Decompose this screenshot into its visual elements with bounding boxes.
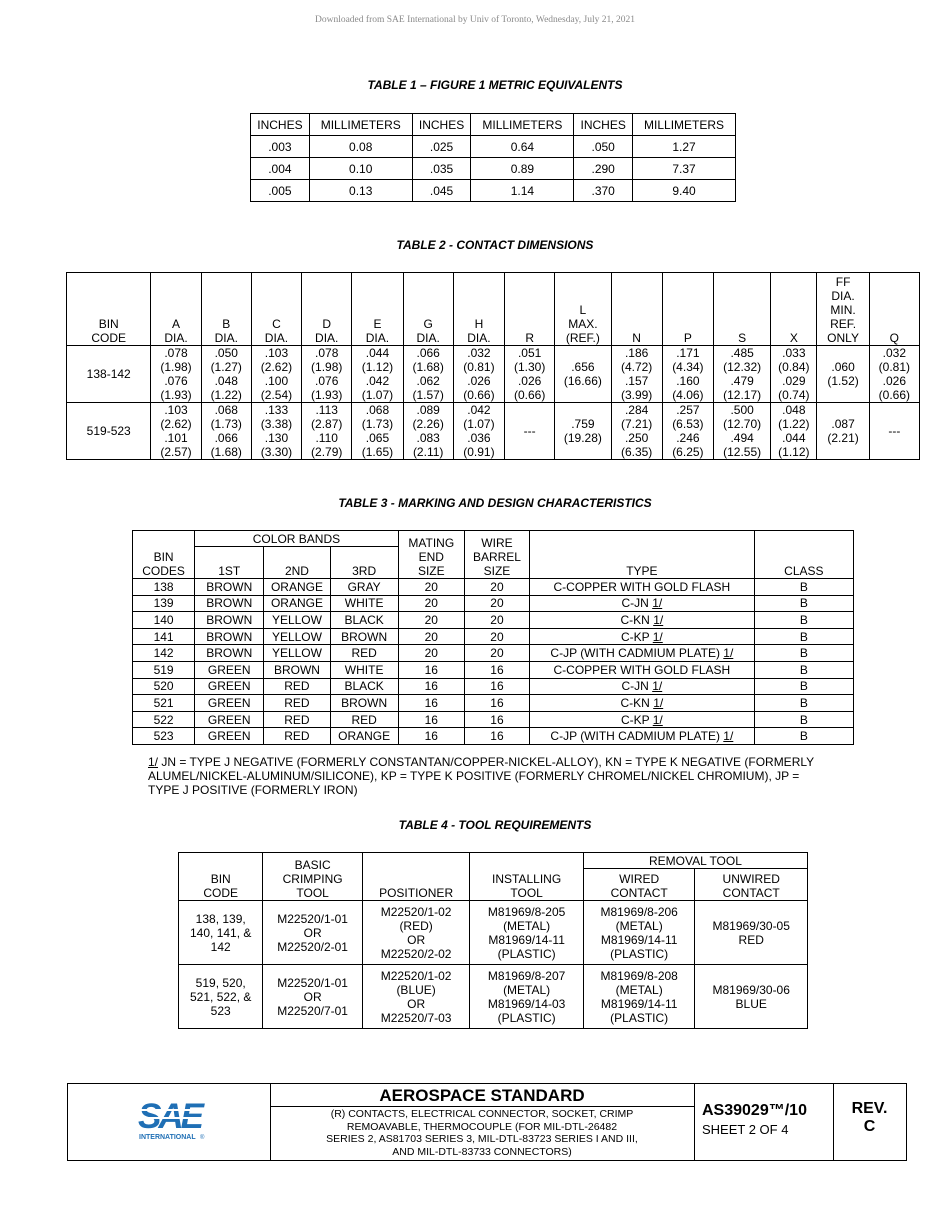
table-cell: .035 [412, 158, 471, 180]
table-row [67, 346, 920, 403]
table3-header-row [133, 531, 854, 547]
table-cell: B [754, 661, 853, 678]
table-cell: B [754, 728, 853, 745]
type-cell: C-JN 1/ [530, 678, 755, 695]
dimension-cell: .051 (1.30) .026 (0.66) [505, 346, 555, 403]
document-number-box [694, 1084, 834, 1160]
dimension-cell: .113 (2.87) .110 (2.79) [302, 403, 352, 460]
table-cell: M22520/1-01 OR M22520/7-01 [263, 965, 362, 1029]
header-installing-tool: INSTALLING TOOL [470, 853, 584, 901]
table-cell: 20 [464, 628, 529, 645]
header-wired-contact: WIRED CONTACT [583, 869, 695, 901]
footnote-line: JN = TYPE J NEGATIVE (FORMERLY CONSTANTAN/COPPER-NICKEL-ALLOY), KN = TYPE K NEGATIVE (FORMERLY [158, 755, 815, 769]
type-cell: C-COPPER WITH GOLD FLASH [530, 579, 755, 596]
table-cell: 16 [464, 728, 529, 745]
dimension-cell: .050 (1.27) .048 (1.22) [201, 346, 251, 403]
footnote-ref: 1/ [652, 712, 663, 727]
table2-header-row [67, 273, 920, 346]
table2-header-cell: FF DIA. MIN. REF. ONLY [817, 273, 869, 346]
table-cell: BROWN [330, 628, 398, 645]
table-cell: 519 [133, 661, 195, 678]
table-cell: 521 [133, 695, 195, 712]
dimension-cell: .087 (2.21) [817, 403, 869, 460]
footnote-ref: 1/ [723, 729, 734, 744]
table1-header-cell: INCHES [412, 114, 471, 136]
header-removal-tool: REMOVAL TOOL [583, 853, 807, 869]
table-cell: B [754, 645, 853, 662]
dimension-cell: .485 (12.32) .479 (12.17) [713, 346, 770, 403]
table-cell: M22520/1-02 (RED) OR M22520/2-02 [362, 901, 470, 965]
table-cell: GREEN [195, 711, 264, 728]
table-cell: 16 [398, 728, 464, 745]
table-row [179, 901, 808, 965]
table-cell: M22520/1-02 (BLUE) OR M22520/7-03 [362, 965, 470, 1029]
table2-header-cell: L MAX. (REF.) [555, 273, 611, 346]
table2-header-cell: Q [869, 273, 919, 346]
dimension-cell: --- [869, 403, 919, 460]
table-cell: 0.64 [471, 136, 574, 158]
type-cell: C-KN 1/ [530, 612, 755, 629]
table-cell: 20 [464, 645, 529, 662]
dimension-cell: .048 (1.22) .044 (1.12) [771, 403, 817, 460]
table-cell: .050 [574, 136, 633, 158]
table-row [251, 158, 736, 180]
table-cell: .045 [412, 180, 471, 202]
table-cell: RED [264, 678, 330, 695]
dimension-cell: .171 (4.34) .160 (4.06) [662, 346, 713, 403]
table-cell: GREEN [195, 661, 264, 678]
table-cell: GRAY [330, 579, 398, 596]
header-unwired-contact: UNWIRED CONTACT [695, 869, 808, 901]
dimension-cell: .500 (12.70) .494 (12.55) [713, 403, 770, 460]
table2-header-cell: D DIA. [302, 273, 352, 346]
table-cell: RED [264, 695, 330, 712]
header-type: TYPE [530, 531, 755, 579]
dimension-cell: .133 (3.38) .130 (3.30) [251, 403, 301, 460]
table-cell: 20 [464, 579, 529, 596]
dimension-cell: .284 (7.21) .250 (6.35) [611, 403, 662, 460]
bin-code-cell: 519-523 [67, 403, 151, 460]
table1-header-cell: MILLIMETERS [633, 114, 736, 136]
table2-header-cell: S [713, 273, 770, 346]
table2-title: TABLE 2 - CONTACT DIMENSIONS [396, 238, 594, 252]
type-cell: C-JP (WITH CADMIUM PLATE) 1/ [530, 728, 755, 745]
table-cell: BROWN [195, 612, 264, 629]
footnote-line: ALUMEL/NICKEL-ALUMINUM/SILICONE), KP = TYPE K POSITIVE (FORMERLY CHROMEL/NICKEL CHROMIUM), JP = [148, 769, 800, 783]
download-note: Downloaded from SAE International by Univ of Toronto, Wednesday, July 21, 2021 [314, 15, 636, 25]
table1-header-cell: MILLIMETERS [471, 114, 574, 136]
table-cell: B [754, 695, 853, 712]
table-cell: 20 [464, 612, 529, 629]
dimension-cell: .068 (1.73) .065 (1.65) [352, 403, 403, 460]
table-cell: ORANGE [330, 728, 398, 745]
dimension-cell: .186 (4.72) .157 (3.99) [611, 346, 662, 403]
table-cell: 16 [464, 711, 529, 728]
table-row [133, 728, 854, 745]
document-number: AS39029™/10 [702, 1102, 807, 1119]
footnote-ref: 1/ [723, 646, 734, 661]
dimension-cell: .060 (1.52) [817, 346, 869, 403]
table-cell: 20 [398, 612, 464, 629]
table4-header-row [179, 853, 808, 869]
table-row [133, 695, 854, 712]
footnote-ref: 1/ [652, 596, 663, 611]
sae-logo-registered-mark: ® [200, 1135, 205, 1141]
sae-logo-icon [68, 1084, 270, 1160]
table-cell: B [754, 595, 853, 612]
table-cell: RED [264, 711, 330, 728]
table-cell: 0.08 [309, 136, 412, 158]
table3-footnote [148, 755, 868, 797]
table-cell: .003 [251, 136, 310, 158]
bin-code-cell: 138-142 [67, 346, 151, 403]
table-row [179, 965, 808, 1029]
table-cell: ORANGE [264, 579, 330, 596]
footnote-ref: 1/ [653, 612, 664, 627]
table-cell: 16 [398, 678, 464, 695]
table4-title: TABLE 4 - TOOL REQUIREMENTS [398, 818, 592, 832]
table1-metric-equivalents [250, 113, 736, 202]
table-cell: M81969/8-205 (METAL) M81969/14-11 (PLASTIC) [470, 901, 584, 965]
table-cell: .025 [412, 136, 471, 158]
type-cell: C-KP 1/ [530, 628, 755, 645]
header-crimping-tool: BASIC CRIMPING TOOL [263, 853, 362, 901]
table-cell: 140 [133, 612, 195, 629]
dimension-cell: .068 (1.73) .066 (1.68) [201, 403, 251, 460]
title-block [67, 1083, 907, 1161]
dimension-cell: .032 (0.81) .026 (0.66) [453, 346, 504, 403]
header-band-1st: 1ST [195, 547, 264, 579]
table-cell: 16 [398, 711, 464, 728]
table-cell: 142 [133, 645, 195, 662]
table-row [133, 628, 854, 645]
table1-header-row [251, 114, 736, 136]
table1-header-cell: INCHES [251, 114, 310, 136]
table2-header-cell: H DIA. [453, 273, 504, 346]
table-cell: 20 [398, 645, 464, 662]
table4-tool-requirements [178, 852, 808, 1029]
table-cell: GREEN [195, 728, 264, 745]
type-cell: C-COPPER WITH GOLD FLASH [530, 661, 755, 678]
dimension-cell: .044 (1.12) .042 (1.07) [352, 346, 403, 403]
type-cell: C-JN 1/ [530, 595, 755, 612]
table-cell: B [754, 711, 853, 728]
table-cell: 0.13 [309, 180, 412, 202]
dimension-cell: .042 (1.07) .036 (0.91) [453, 403, 504, 460]
table-cell: 16 [464, 678, 529, 695]
dimension-cell: .033 (0.84) .029 (0.74) [771, 346, 817, 403]
table-cell: YELLOW [264, 628, 330, 645]
dimension-cell: .066 (1.68) .062 (1.57) [403, 346, 453, 403]
table-cell: 519, 520, 521, 522, & 523 [179, 965, 263, 1029]
table2-header-cell: E DIA. [352, 273, 403, 346]
table-cell: 9.40 [633, 180, 736, 202]
table1-header-cell: INCHES [574, 114, 633, 136]
table-cell: 20 [464, 595, 529, 612]
table-cell: 138 [133, 579, 195, 596]
table-cell: 16 [464, 661, 529, 678]
table-row [133, 645, 854, 662]
table-cell: B [754, 678, 853, 695]
table2-header-cell: N [611, 273, 662, 346]
sae-logo-box [68, 1084, 271, 1160]
table-cell: GREEN [195, 695, 264, 712]
dimension-cell: .103 (2.62) .100 (2.54) [251, 346, 301, 403]
table1-header-cell: MILLIMETERS [309, 114, 412, 136]
table-cell: B [754, 612, 853, 629]
table3-marking-design [132, 530, 854, 745]
header-positioner: POSITIONER [362, 853, 470, 901]
dimension-cell: .089 (2.26) .083 (2.11) [403, 403, 453, 460]
table-cell: BROWN [195, 628, 264, 645]
table-cell: ORANGE [264, 595, 330, 612]
table2-header-cell: B DIA. [201, 273, 251, 346]
table-cell: 522 [133, 711, 195, 728]
footnote-ref: 1/ [653, 695, 664, 710]
table2-header-cell: R [505, 273, 555, 346]
table2-header-cell: X [771, 273, 817, 346]
table-row [251, 180, 736, 202]
dimension-cell: .078 (1.98) .076 (1.93) [151, 346, 201, 403]
table-cell: 16 [464, 695, 529, 712]
sae-logo-letters: SAE [138, 1097, 201, 1136]
dimension-cell: .656 (16.66) [555, 346, 611, 403]
table-row [133, 579, 854, 596]
footnote-line: TYPE J POSITIVE (FORMERLY IRON) [148, 783, 358, 797]
table-cell: GREEN [195, 678, 264, 695]
table-cell: WHITE [330, 661, 398, 678]
header-bin-code: BIN CODE [179, 853, 263, 901]
footnote-ref: 1/ [652, 679, 663, 694]
table-cell: .005 [251, 180, 310, 202]
table-cell: 523 [133, 728, 195, 745]
dimension-cell: .032 (0.81) .026 (0.66) [869, 346, 919, 403]
table-cell: BROWN [195, 595, 264, 612]
table-cell: .290 [574, 158, 633, 180]
sheet-number: SHEET 2 OF 4 [702, 1122, 789, 1137]
table2-header-cell: A DIA. [151, 273, 201, 346]
table-row [67, 403, 920, 460]
header-mating-end-size: MATING END SIZE [398, 531, 464, 579]
table-cell: BROWN [264, 661, 330, 678]
table-cell: M81969/8-206 (METAL) M81969/14-11 (PLASTIC) [583, 901, 695, 965]
dimension-cell: .078 (1.98) .076 (1.93) [302, 346, 352, 403]
table-cell: RED [330, 645, 398, 662]
table-cell: 138, 139, 140, 141, & 142 [179, 901, 263, 965]
table2-header-cell: G DIA. [403, 273, 453, 346]
table-cell: 20 [398, 579, 464, 596]
revision-value: C [863, 1118, 876, 1135]
table2-header-cell: C DIA. [251, 273, 301, 346]
table2-header-cell: BIN CODE [67, 273, 151, 346]
header-class: CLASS [754, 531, 853, 579]
table-cell: RED [330, 711, 398, 728]
standard-description-box [270, 1084, 695, 1160]
table-row [133, 711, 854, 728]
footnote-mark: 1/ [148, 755, 159, 769]
type-cell: C-KN 1/ [530, 695, 755, 712]
table-cell: BROWN [330, 695, 398, 712]
header-wire-barrel-size: WIRE BARREL SIZE [464, 531, 529, 579]
table-cell: B [754, 628, 853, 645]
table-cell: BROWN [195, 645, 264, 662]
table-cell: M22520/1-01 OR M22520/2-01 [263, 901, 362, 965]
revision-box [833, 1084, 906, 1160]
dimension-cell: .103 (2.62) .101 (2.57) [151, 403, 201, 460]
table-cell: 16 [398, 661, 464, 678]
table-cell: 0.89 [471, 158, 574, 180]
header-color-bands: COLOR BANDS [195, 531, 399, 547]
table-cell: M81969/8-207 (METAL) M81969/14-03 (PLASTIC) [470, 965, 584, 1029]
table-row [133, 661, 854, 678]
table-cell: YELLOW [264, 645, 330, 662]
header-bin-codes: BIN CODES [133, 531, 195, 579]
header-band-2nd: 2ND [264, 547, 330, 579]
table-cell: .370 [574, 180, 633, 202]
table-cell: 1.14 [471, 180, 574, 202]
table-cell: 141 [133, 628, 195, 645]
header-band-3rd: 3RD [330, 547, 398, 579]
table-cell: YELLOW [264, 612, 330, 629]
table2-contact-dimensions [66, 272, 920, 460]
table-cell: 7.37 [633, 158, 736, 180]
table-cell: 0.10 [309, 158, 412, 180]
table-cell: WHITE [330, 595, 398, 612]
footnote-ref: 1/ [652, 629, 663, 644]
sae-logo-subtext: INTERNATIONAL [139, 1134, 196, 1141]
table-cell: M81969/30-05 RED [695, 901, 808, 965]
standard-description: (R) CONTACTS, ELECTRICAL CONNECTOR, SOCKET, CRIMP REMOAVABLE, THERMOCOUPLE (FOR MIL-DTL-26482 SERIES 2, AS81703 SERIES 3, MIL-DTL-83723 SERIES I AND III, AND MIL-DTL-83733 CONNECTORS) [326, 1108, 638, 1158]
revision-label: REV. [851, 1100, 888, 1117]
dimension-cell: .759 (19.28) [555, 403, 611, 460]
table-cell: 20 [398, 628, 464, 645]
dimension-cell: --- [505, 403, 555, 460]
table-cell: .004 [251, 158, 310, 180]
table-row [133, 612, 854, 629]
table-cell: 520 [133, 678, 195, 695]
table-cell: BLACK [330, 612, 398, 629]
standard-title: AEROSPACE STANDARD [270, 1084, 694, 1107]
table-cell: BLACK [330, 678, 398, 695]
table-cell: M81969/8-208 (METAL) M81969/14-11 (PLASTIC) [583, 965, 695, 1029]
table2-header-cell: P [662, 273, 713, 346]
table-row [133, 678, 854, 695]
table-row [133, 595, 854, 612]
table1-title: TABLE 1 – FIGURE 1 METRIC EQUIVALENTS [367, 78, 623, 92]
table-cell: 139 [133, 595, 195, 612]
table-cell: RED [264, 728, 330, 745]
type-cell: C-JP (WITH CADMIUM PLATE) 1/ [530, 645, 755, 662]
table-cell: 1.27 [633, 136, 736, 158]
table-row [251, 136, 736, 158]
table-cell: 20 [398, 595, 464, 612]
table-cell: 16 [398, 695, 464, 712]
table-cell: B [754, 579, 853, 596]
dimension-cell: .257 (6.53) .246 (6.25) [662, 403, 713, 460]
table3-title: TABLE 3 - MARKING AND DESIGN CHARACTERISTICS [338, 496, 652, 510]
table-cell: BROWN [195, 579, 264, 596]
type-cell: C-KP 1/ [530, 711, 755, 728]
table-cell: M81969/30-06 BLUE [695, 965, 808, 1029]
